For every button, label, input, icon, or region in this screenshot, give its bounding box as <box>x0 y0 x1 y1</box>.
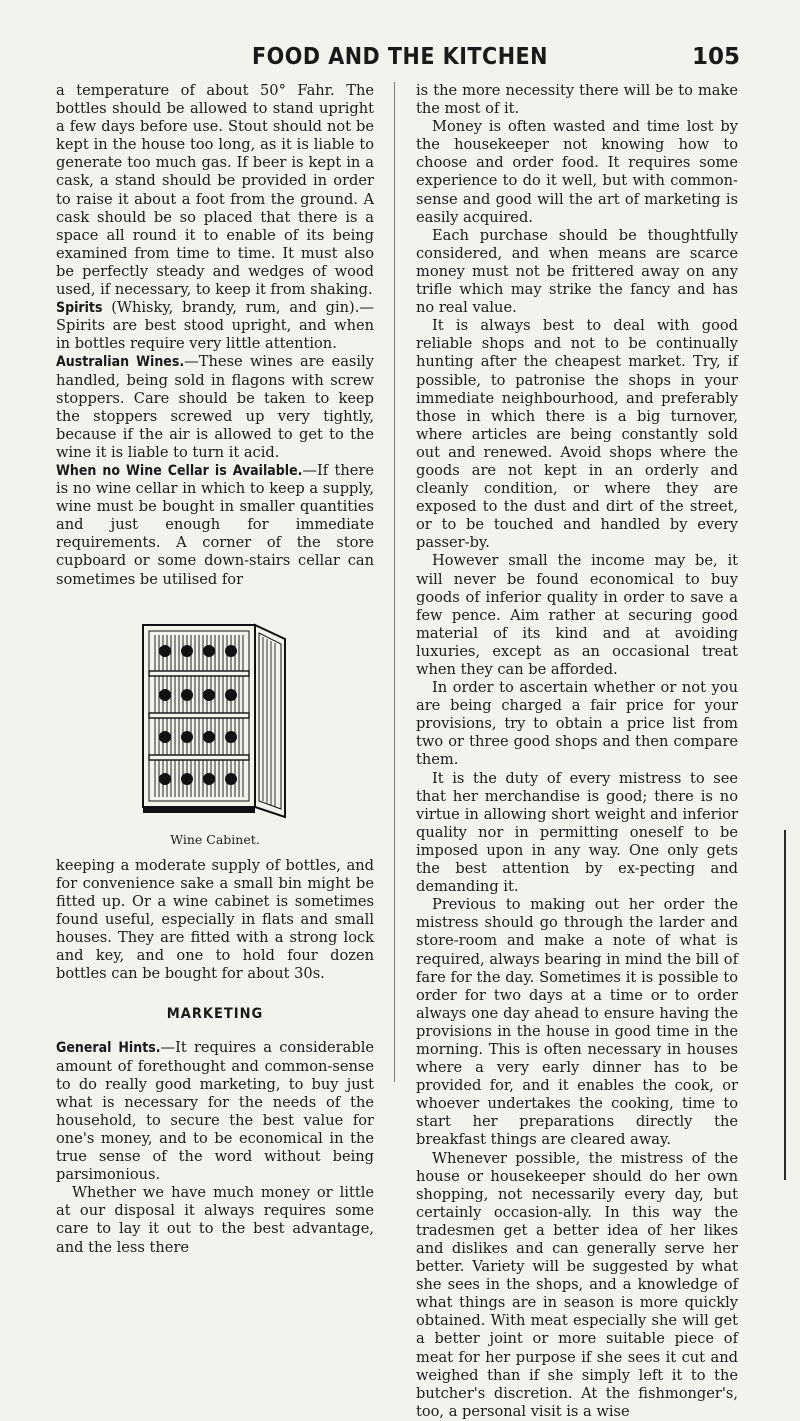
wine-cabinet-illustration <box>135 615 295 825</box>
figure-caption: Wine Cabinet. <box>170 831 260 847</box>
spirits-heading: Spirits <box>56 300 103 317</box>
paragraph-each-purchase: Each purchase should be thoughtfully considered, and when means are scarce money must not be frittered away on any trifle which may strike the fancy and has no real value. <box>416 226 738 317</box>
general-hints-text: —It requires a considerable amount of forethought and common-sense to do really good marketing, to buy just what is necessary for the needs of the household, to secure the best value for one's money, and to be economical in the true sense of the word without being parsimonious. <box>56 1039 375 1184</box>
no-wine-cellar-text: —If there is no wine cellar in which to keep a supply, wine must be bought in smaller quantities and just enough for immediate requirements. A corner of the store cupboard or some down-stairs cellar can sometimes be utilised for <box>56 461 374 588</box>
paragraph-wine-cabinet: keeping a moderate supply of bottles, and for convenience sake a small bin might be fitted up. Or a wine cabinet is sometimes found useful, especially in flats and small houses. They are fitted with a strong lock and key, and one to hold four dozen bottles can be bought for about 30s. <box>56 856 374 983</box>
paragraph-small-income: However small the income may be, it will never be found economical to buy goods of inferior quality in order to save a few pence. Aim rather at securing good material of its kind and at avoiding luxuries, except as an occasional treat when they can be afforded. <box>416 552 738 678</box>
paragraph-no-wine-cellar <box>56 462 374 589</box>
paragraph-australian-wines <box>56 353 374 462</box>
page-edge-mark <box>784 830 786 1180</box>
paragraph-order-planning: Previous to making out her order the mistress should go through the larder and store-room and make a note of what is required, always bearing in mind the bill of fare for the day. Sometimes it is possible to order for two days at a time or to order always one day ahead to ensure having the provisions in the house in good time in the morning. This is often necessary in houses where a very early dinner has to be provided for, and it enables the cook, or whoever undertakes the cooking, time to start her preparations directly the breakfast things are cleared away. <box>416 896 738 1149</box>
left-column <box>56 82 374 1257</box>
paragraph-money-wasted: Money is often wasted and time lost by the housekeeper not knowing how to choose and order food. It requires some experience to do it well, but with common-sense and good will the art of marketing is easily acquired. <box>416 118 738 226</box>
running-title: FOOD AND THE KITCHEN <box>252 44 548 70</box>
paragraph-general-hints <box>56 1039 374 1184</box>
general-hints-heading: General Hints. <box>56 1040 161 1057</box>
wine-cabinet-figure <box>56 615 374 849</box>
paragraph-duty-of-mistress: It is the duty of every mistress to see that her merchandise is good; there is no virtue in allowing short weight and inferior quality nor in permitting oneself to be imposed upon in any way. One only gets the best attention by ex-pecting and demanding it. <box>416 769 738 896</box>
paragraph-beer: a temperature of about 50° Fahr. The bottles should be allowed to stand upright a few days before use. Stout should not be kept in the house too long, as it is liable to generate too much gas. If beer is kept in a cask, a stand should be provided in order to raise it about a foot from the ground. A cask should be so placed that there is a space all round it to enable of its being examined from time to time. It must also be perfectly steady and wedges of wood used, if necessary, to keep it from shaking. <box>56 82 374 299</box>
no-wine-cellar-heading: When no Wine Cellar is Available. <box>56 462 303 479</box>
paragraph-fair-price: In order to ascertain whether or not you are being charged a fair price for your provisions, try to obtain a price list from two or three good shops and then compare them. <box>416 679 738 769</box>
australian-wines-heading: Australian Wines. <box>56 354 185 371</box>
column-divider <box>394 82 395 1082</box>
paragraph-reliable-shops: It is always best to deal with good reliable shops and not to be continually hunting after the cheapest market. Try, if possible, to patronise the shops in your immediate neighbourhood, and preferably those in which there is a big turnover, where articles are being constantly sold out and renewed. Avoid shops where the goods are not kept in an orderly and cleanly condition, or where they are exposed to the dust and dirt of the street, or to be touched and handled by every passer-by. <box>416 317 738 552</box>
paragraph-spirits <box>56 299 374 353</box>
paragraph-whether: Whether we have much money or little at our disposal it always requires some care to lay it out to the best advantage, and the less there <box>56 1184 374 1256</box>
spirits-text: (Whisky, brandy, rum, and gin).—Spirits are best stood upright, and when in bottles require very little attention. <box>56 299 374 353</box>
section-heading-marketing: MARKETING <box>166 1006 264 1023</box>
page-header <box>0 44 800 78</box>
right-column <box>416 82 738 1421</box>
paragraph-necessity: is the more necessity there will be to make the most of it. <box>416 82 738 118</box>
australian-wines-text: —These wines are easily handled, being sold in flagons with screw stoppers. Care should be taken to keep the stoppers screwed up very tightly, because if the air is allowed to get to the wine it is liable to turn it acid. <box>56 353 374 461</box>
page-number: 105 <box>691 44 740 70</box>
paragraph-own-shopping: Whenever possible, the mistress of the house or housekeeper should do her own shopping, not necessarily every day, but certainly occasion-ally. In this way the tradesmen get a better idea of her likes and dislikes and can generally serve her better. Variety will be suggested by what she sees in the shops, and a knowledge of what things are in season is more quickly obtained. With meat especially she will get a better joint or more suitable piece of meat for her purpose if she sees it cut and weighed than if she simply left it to the butcher's discretion. At the fishmonger's, too, a personal visit is a wise <box>416 1149 738 1420</box>
